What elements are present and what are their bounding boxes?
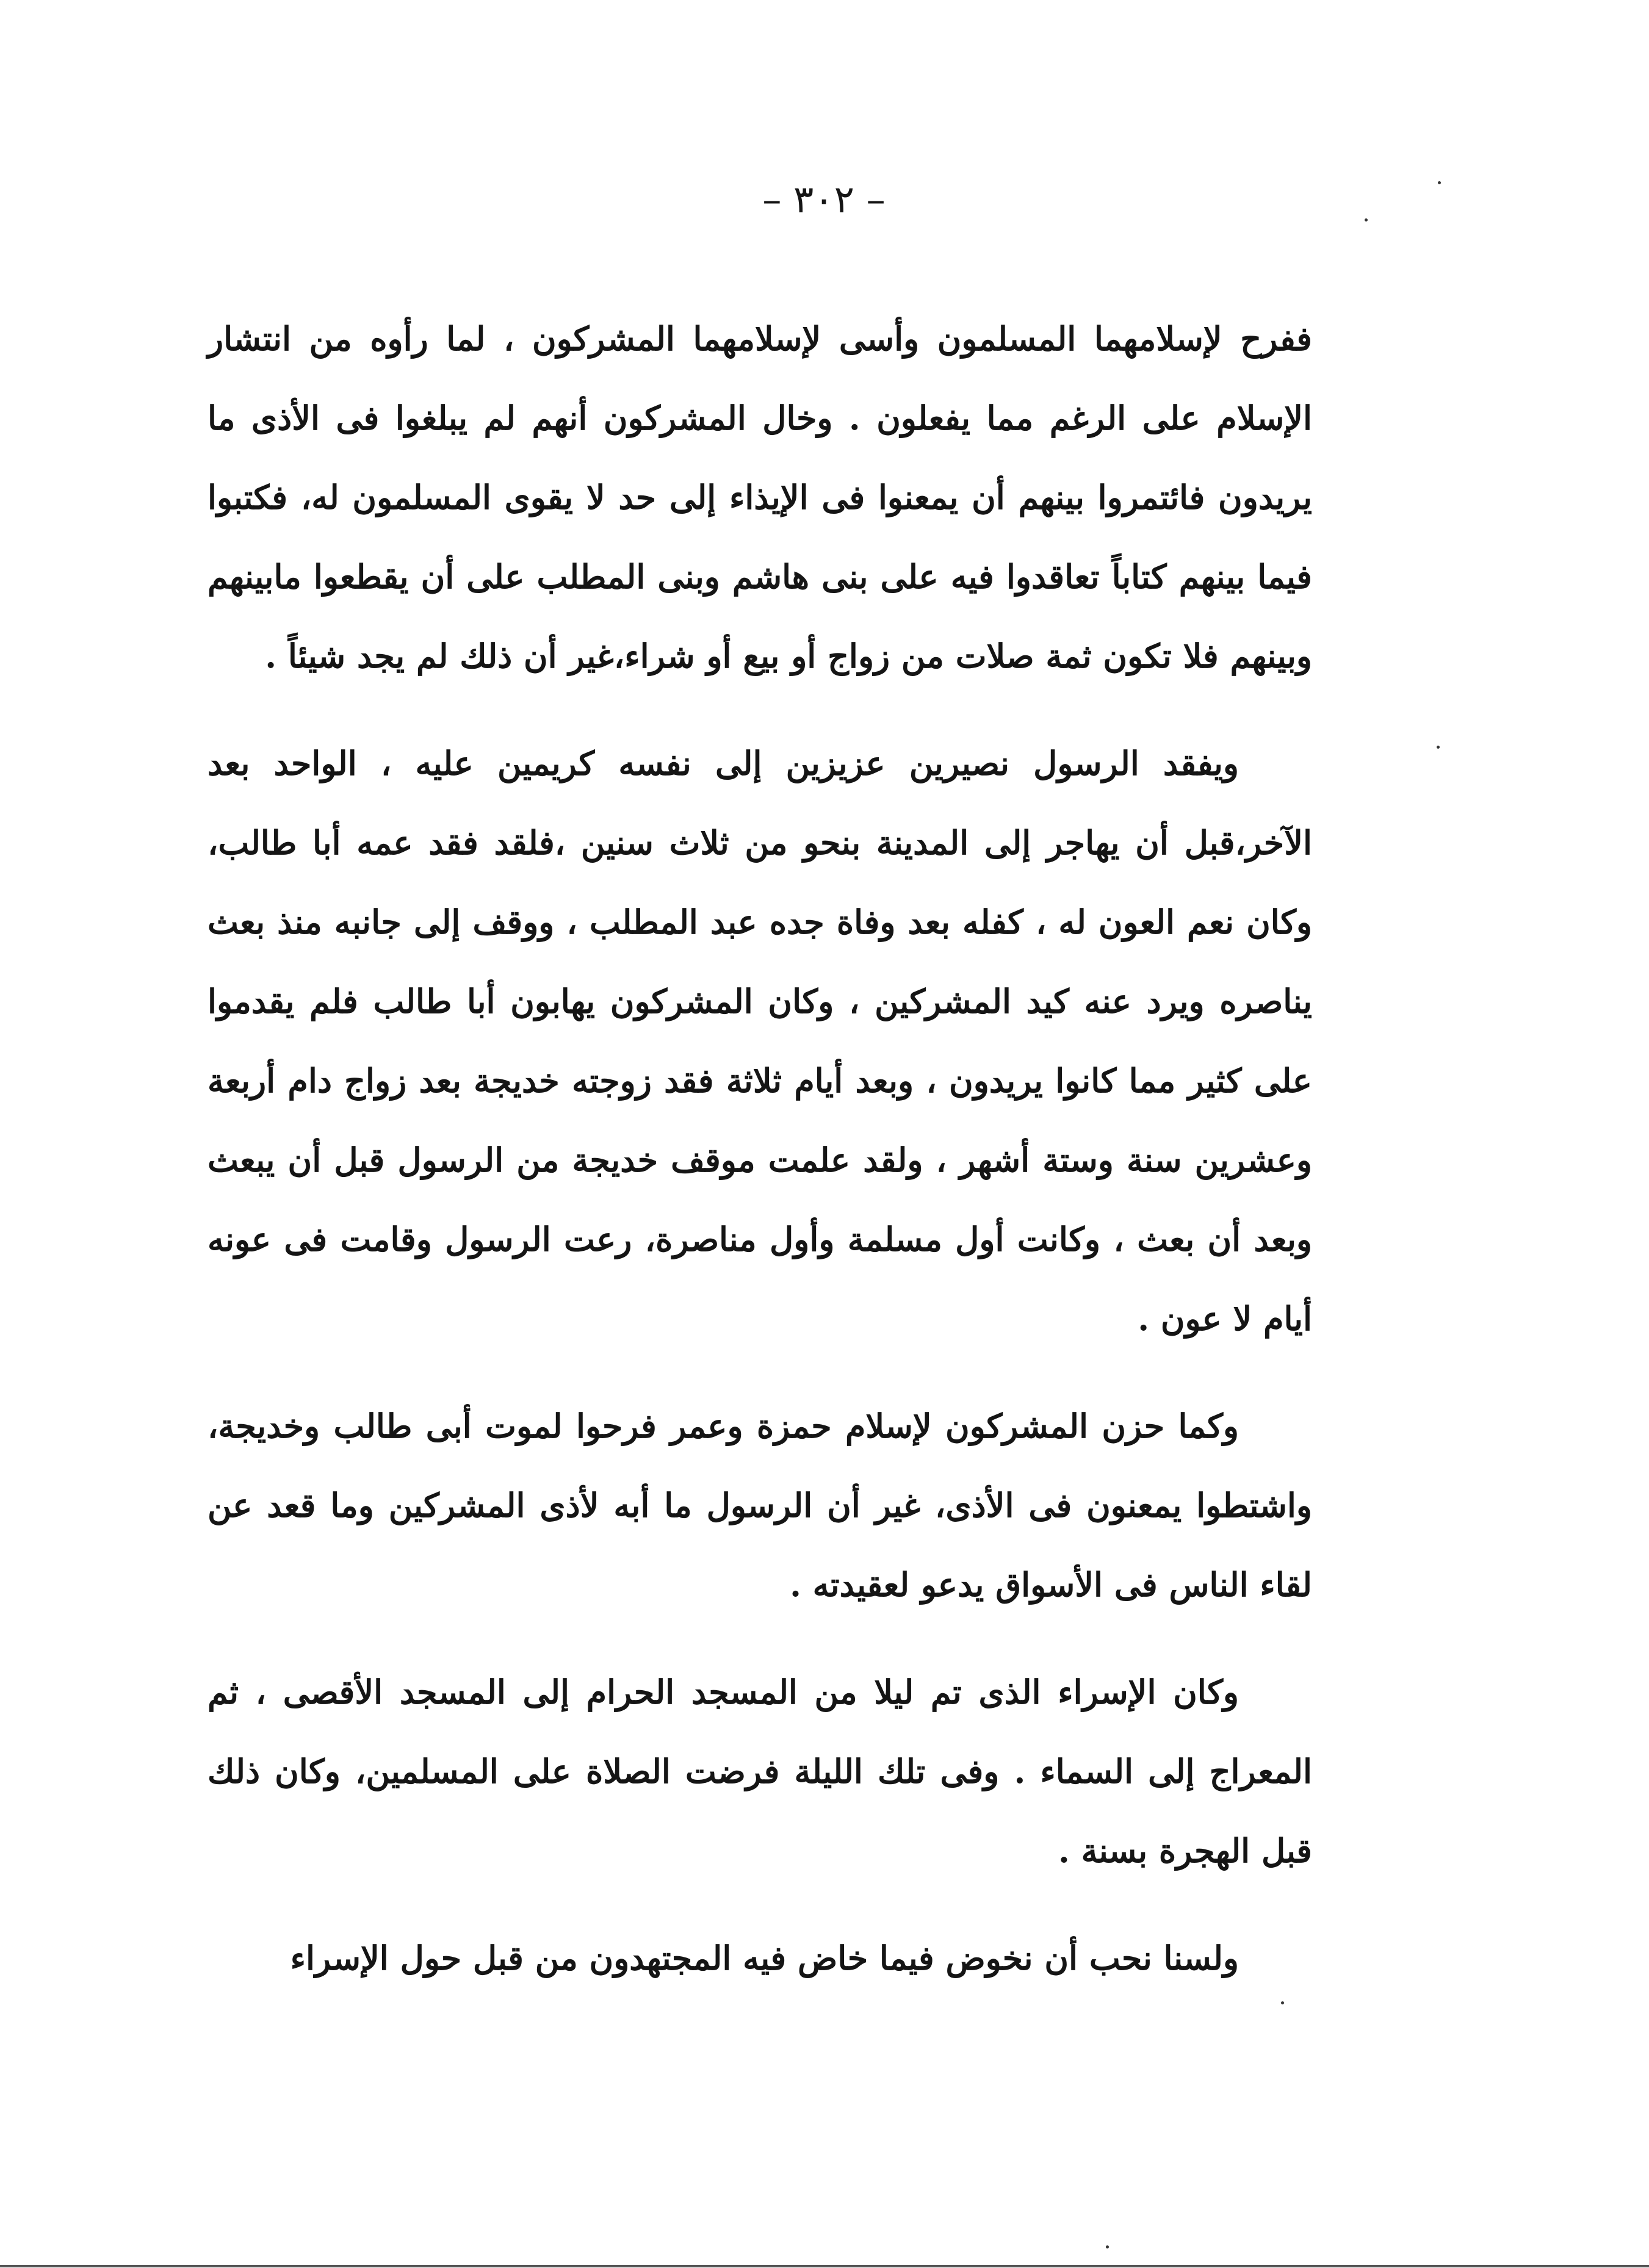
paragraph-4: وكان الإسراء الذى تم ليلا من المسجد الحرام إلى المسجد الأقصى ، ثم المعراج إلى السماء . وفى تلك الليلة فرضت الصلاة على المسلمين، وكان ذلك قبل الهجرة بسنة . [207,1672,1312,1870]
paragraph-2: ويفقد الرسول نصيرين عزيزين إلى نفسه كريمين عليه ، الواحد بعد الآخر،قبل أن يهاجر إلى المدينة بنحو من ثلاث سنين ،فلقد فقد عمه أبا طالب، وكان نعم العون له ، كفله بعد وفاة جده عبد المطلب ، ووقف إلى جانبه منذ بعث يناصره ويرد عنه كيد المشركين ، وكان المشركون يهابون أبا طالب فلم يقدموا على كثير مما كانوا يريدون ، وبعد أيام ثلاثة فقد زوجته خديجة بعد زواج دام أربعة وعشرين سنة وستة أشهر ، ولقد علمت موقف خديجة من الرسول قبل أن يبعث وبعد أن بعث ، وكانت أول مسلمة وأول مناصرة، رعت الرسول وقامت فى عونه أيام لا عون . [207,744,1312,1338]
page-number: – ٣٠٢ – [762,177,886,221]
scan-speck [1437,746,1440,749]
body-text [207,299,1312,2026]
scan-speck [1438,181,1441,184]
paragraph-5: ولسنا نحب أن نخوض فيما خاض فيه المجتهدون من قبل حول الإسراء [290,1939,1239,1978]
paragraph-1: ففرح لإسلامهما المسلمون وأسى لإسلامهما المشركون ، لما رأوه من انتشار الإسلام على الرغم مما يفعلون . وخال المشركون أنهم لم يبلغوا فى الأذى ما يريدون فائتمروا بينهم أن يمعنوا فى الإيذاء إلى حد لا يقوى المسلمون له، فكتبوا فيما بينهم كتاباً تعاقدوا فيه على بنى هاشم وبنى المطلب على أن يقطعوا مابينهم وبينهم فلا تكون ثمة صلات من زواج أو بيع أو شراء،غير أن ذلك لم يجد شيئاً . [207,319,1312,675]
scan-speck [1106,2245,1109,2248]
scan-speck [1365,218,1368,221]
scan-bottom-edge [0,2265,1649,2267]
paragraph-3: وكما حزن المشركون لإسلام حمزة وعمر فرحوا لموت أبى طالب وخديجة، واشتطوا يمعنون فى الأذى، غير أن الرسول ما أبه لأذى المشركين وما قعد عن لقاء الناس فى الأسواق يدعو لعقيدته . [207,1406,1312,1604]
scan-speck [1281,2001,1284,2004]
